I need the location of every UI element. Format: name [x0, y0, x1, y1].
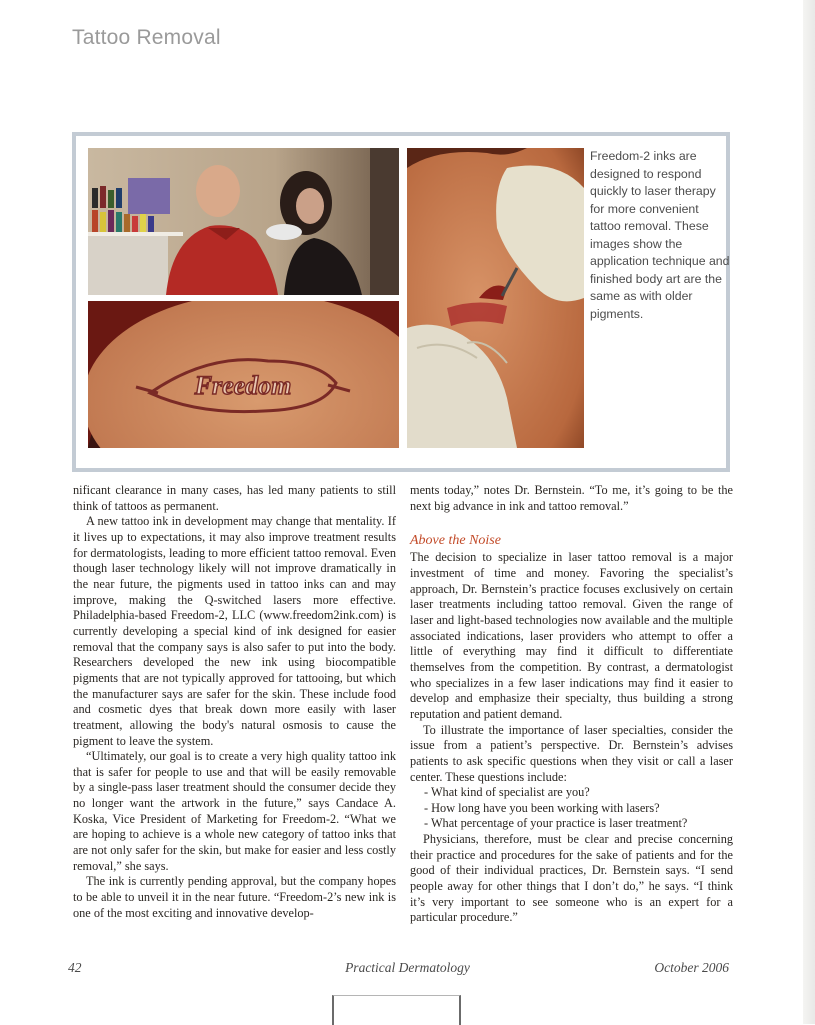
question-item: - What percentage of your practice is laser treatment?: [424, 816, 688, 831]
article-paragraph: The decision to specialize in laser tattoo removal is a major investment of time and money. Favoring the specialist’s approach, Dr. Bernstein’s practice focuses exclusively on certain laser treatments including tattoo removal. Given the range of laser and light-based technologies now available and the multiple associated indications, laser providers who attempt to offer a little of everything may find it difficult to differentiate themselves from the competition. By contrast, a dermatologist who specializes in a few laser indications may find it easier to develop and emphasize their specialty, thus building a strong reputation and patient demand.: [410, 550, 733, 721]
finished-tattoo-photo: [88, 301, 399, 448]
page-number: 42: [68, 960, 82, 975]
article-paragraph: ments today,” notes Dr. Bernstein. “To me, it’s going to be the next big advance in ink and tattoo removal.”: [410, 483, 733, 513]
question-item: - How long have you been working with lasers?: [424, 800, 660, 815]
issue-date: October 2006: [654, 960, 729, 975]
tattoo-studio-photo: [88, 148, 399, 295]
page-edge: [803, 0, 815, 1024]
magazine-name: Practical Dermatology: [345, 960, 470, 975]
question-item: - What kind of specialist are you?: [424, 785, 590, 800]
article-paragraph: “Ultimately, our goal is to create a very high quality tattoo ink that is safer for people to use and that will be easily removable by a single-pass laser treatment should the consumer decide they no longer want the artwork in the future,” says Candace A. Koska, Vice President of Marketing for Freedom-2. “What we are hoping to achieve is a whole new category of tattoo inks that are not only safer for the skin, but make for easier and less costly removal,” she says.: [73, 749, 396, 873]
binding-tab: [332, 995, 461, 1025]
photo-frame: [72, 132, 730, 472]
article-paragraph: To illustrate the importance of laser specialties, consider the issue from a patient’s perspective. Dr. Bernstein’s advises patients to ask specific questions when they visit or call a laser center. These questions include:: [410, 722, 733, 784]
article-paragraph: A new tattoo ink in development may change that mentality. If it lives up to expectations, it may also improve treatment results for dermatologists, leading to more efficient tattoo removal. Even though laser technology likely will not improve dramatically in the near future, the pigments used in tattoo inks can and may improve, making the Q-switched lasers more effective. Philadelphia-based Freedom-2, LLC (www.freedom2ink.com) is currently developing a special kind of ink designed for easier removal that the company says is also safer to put into the body. Researchers developed the new ink using biocompatible pigments that are not typically approved for tattooing, but which the manufacturer says are safer for the skin. These include food and cosmetic dyes that break down more easily with laser treatment, allowing the body's natural osmosis to cause the pigment to leave the system.: [73, 514, 396, 748]
article-right-column: [410, 483, 733, 926]
subheading: Above the Noise: [410, 533, 501, 549]
tattoo-application-photo: [407, 148, 584, 448]
tattoo-lettering: Freedom: [194, 371, 292, 400]
article-paragraph: Physicians, therefore, must be clear and precise concerning their practice and procedures for the sake of patients and for the good of their individual practices, Dr. Bernstein says. “I send people away for other things that I don’t do,” he says. “I think it’s very important to see someone who is an expert for a particular procedure.”: [410, 832, 733, 925]
article-paragraph: nificant clearance in many cases, has led many patients to still think of tattoos as permanent.: [73, 483, 396, 513]
article-paragraph: The ink is currently pending approval, but the company hopes to be able to unveil it in the near future. “Freedom-2’s new ink is one of the most exciting and innovative develop-: [73, 874, 396, 920]
section-title: Tattoo Removal: [72, 26, 221, 49]
figure-caption: Freedom-2 inks are designed to respond quickly to laser therapy for more convenient tattoo removal. These images show the application technique and finished body art are the same as with older pigments.: [590, 149, 730, 321]
article-left-column: [73, 483, 396, 921]
